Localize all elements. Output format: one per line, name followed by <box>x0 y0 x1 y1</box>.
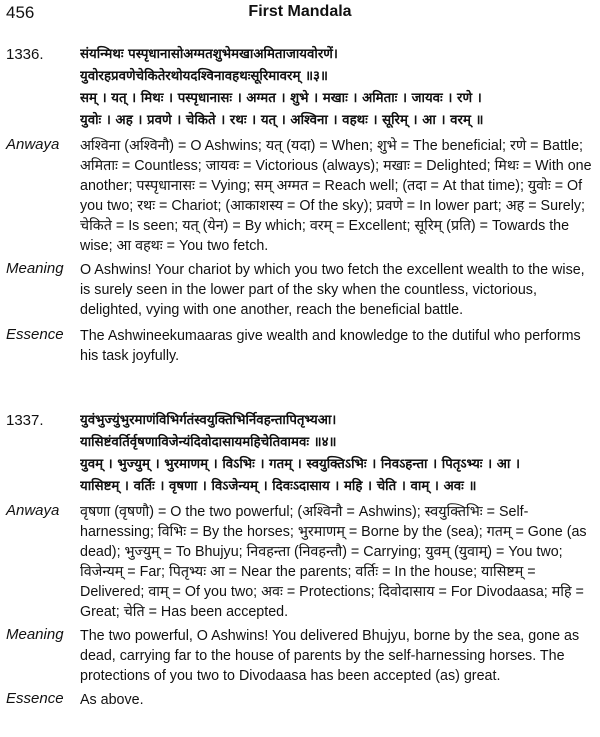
anwaya-text: वृषणा (वृषणौ) = O the two powerful; (अश्विनौ = Ashwins); स्वयुक्तिभिः = Self-harnessing; विभिः = By the horses; भुरमाणम् = Borne by the (sea); गतम् = Gone (as dead); भुज्युम् = To Bhujyu; निवहन्ता (निवहन्तौ) = Carrying; युवम् (युवाम्) = You two; विजेन्यम् = Far; पितृभ्यः आ = Near the parents; वर्तिः = In the house; यासिष्टम् = Delivered; वाम् = Of you two; अवः = Protections; दिवोदासाय = For Divodaasa; महि = Great; चेति = Has been accepted. <box>80 504 587 620</box>
verse-text <box>80 410 592 498</box>
anwaya-label: Anwaya <box>6 502 60 519</box>
verse-number: 1336. <box>6 46 44 63</box>
padapatha-line: युवम् । भुज्युम् । भुरमाणम् । विऽभिः । गतम् । स्वयुक्तिऽभिः । निवऽहन्ता । पितृऽभ्यः । आ । <box>80 457 521 472</box>
verse-line: युवोरहप्रवणेचेकितेरथोयदश्विनावहथःसूरिमावरम् ॥३॥ <box>80 69 328 84</box>
verse-block <box>6 410 592 498</box>
padapatha-line: सम् । यत् । मिथः । पस्पृधानासः । अग्मत । शुभे । मखाः । अमिताः । जायवः । रणे । <box>80 91 482 106</box>
verse-line: यासिष्टंवर्तिर्वृषणाविजेन्यंदिवोदासायमहिचेतिवामवः ॥४॥ <box>80 435 337 450</box>
verse-line: संयन्मिथः पस्पृधानासोअग्मतशुभेमखाअमिताजायवोरणें। <box>80 47 338 62</box>
verse-section-1336 <box>6 44 592 366</box>
essence-text: As above. <box>80 692 144 708</box>
page-title: First Mandala <box>248 3 352 20</box>
page-number: 456 <box>6 3 35 22</box>
anwaya-block <box>6 136 592 256</box>
meaning-label: Meaning <box>6 260 64 277</box>
padapatha-line: युवोः । अह । प्रवणे । चेकिते । रथः । यत् । अश्विना । वहथः । सूरिम् । आ । वरम् ॥ <box>80 113 484 128</box>
meaning-block <box>6 626 592 686</box>
anwaya-block <box>6 502 592 622</box>
page-header <box>6 3 594 25</box>
essence-label: Essence <box>6 690 64 707</box>
essence-block <box>6 690 592 710</box>
essence-block <box>6 326 592 366</box>
meaning-text: The two powerful, O Ashwins! You delivered Bhujyu, borne by the sea, gone as dead, carrying far to the house of parents by the self-harnessing horses. The protections of you two to Divodaasa has been accepted (as) great. <box>80 628 580 684</box>
padapatha-line: यासिष्टम् । वर्तिः । वृषणा । विऽजेन्यम् । दिवःऽदासाय । महि । चेति । वाम् । अवः ॥ <box>80 479 477 494</box>
verse-line: युवंभुज्युंभुरमाणंविभिर्गतंस्वयुक्तिभिर्निवहन्तापितृभ्यआ। <box>80 413 337 428</box>
meaning-text: O Ashwins! Your chariot by which you two fetch the excellent wealth to the wise, is surely seen in the lower part of the sky when the countless, victorious, delighted, vying with one another, reach the beneficial battle. <box>80 262 585 318</box>
meaning-block <box>6 260 592 320</box>
essence-text: The Ashwineekumaaras give wealth and knowledge to the dutiful who performs his task joyfully. <box>80 328 581 364</box>
essence-label: Essence <box>6 326 64 343</box>
meaning-label: Meaning <box>6 626 64 643</box>
verse-section-1337 <box>6 410 592 710</box>
verse-number: 1337. <box>6 412 44 429</box>
anwaya-label: Anwaya <box>6 136 60 153</box>
verse-text <box>80 44 592 132</box>
verse-block <box>6 44 592 132</box>
anwaya-text: अश्विना (अश्विनौ) = O Ashwins; यत् (यदा) = When; शुभे = The beneficial; रणे = Battle; अमिताः = Countless; जायवः = Victorious (always); मखाः = Delighted; मिथः = With one another; पस्पृधानासः = Vying; सम् अग्मत = Reach well; (तदा = At that time); युवोः = Of you two; रथः = Chariot; (आकाशस्य = Of the sky); प्रवणे = In lower part; अह = Surely; चेकिते = Is seen; यत् (येन) = By which; वरम् = Excellent; सूरिम् (प्रति) = Towards the wise; आ वहथः = You two fetch. <box>80 138 592 254</box>
